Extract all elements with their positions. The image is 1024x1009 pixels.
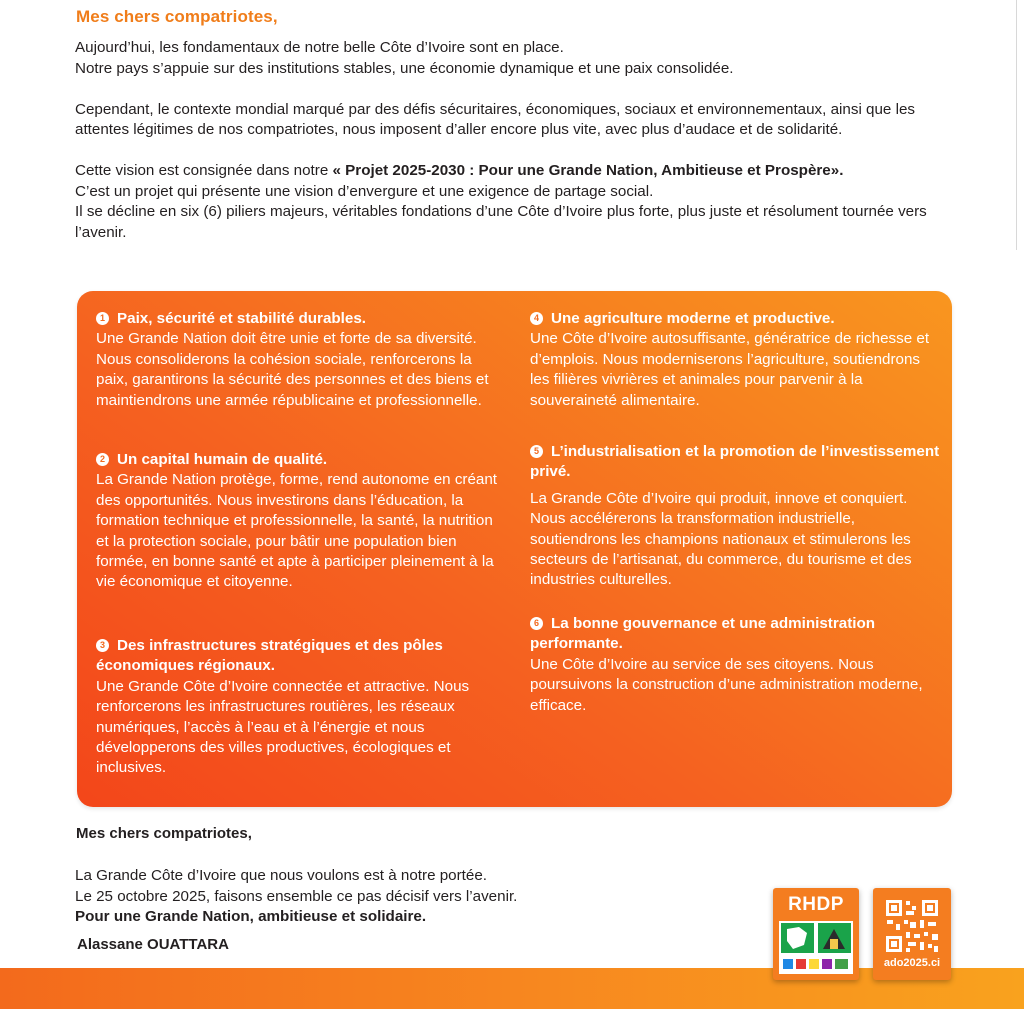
signature: Alassane OUATTARA <box>77 936 229 953</box>
pillar-title: Des infrastructures stratégiques et des pôles économiques régionaux. <box>96 637 443 675</box>
pillar-body: Une Côte d’Ivoire autosuffisante, génératrice de richesse et d’emplois. Nous moderniserons l’agriculture, soutiendrons les filières vivrières et animales pour parvenir à la souveraineté alimentaire. <box>530 330 930 409</box>
pillar-3 <box>96 636 506 779</box>
closing-line: Le 25 octobre 2025, faisons ensemble ce pas décisif vers l’avenir. <box>75 887 518 905</box>
intro-line: Aujourd’hui, les fondamentaux de notre belle Côte d’Ivoire sont en place. <box>75 39 564 56</box>
pillar-title: Un capital humain de qualité. <box>117 451 328 468</box>
closing-salutation: Mes chers compatriotes, <box>76 825 252 842</box>
pillar-2 <box>96 450 506 593</box>
project-title: « Projet 2025-2030 : Pour une Grande Nation, Ambitieuse et Prospère». <box>332 162 844 179</box>
pillar-title: Paix, sécurité et stabilité durables. <box>117 310 367 327</box>
intro-line: Notre pays s’appuie sur des institutions stables, une économie dynamique et une paix consolidée. <box>75 59 734 77</box>
intro-line: C’est un projet qui présente une vision d’envergure et une exigence de partage social. <box>75 182 654 200</box>
rhdp-logo <box>773 888 859 980</box>
pillar-5 <box>530 442 940 591</box>
pillar-number-badge: 4 <box>530 312 543 325</box>
salutation-heading: Mes chers compatriotes, <box>76 7 278 26</box>
pillar-body: La Grande Nation protège, forme, rend autonome en créant des opportunités. Nous investirons dans l’éducation, la formation technique et professionnelle, la santé, la nutrition et la protection sociale, pour bâtir une population bien formée, en bonne santé et apte à participer pleinement à la vie économique et citoyenne. <box>96 471 498 591</box>
closing-slogan: Pour une Grande Nation, ambitieuse et solidaire. <box>75 908 427 925</box>
rhdp-label: RHDP <box>788 894 844 915</box>
divider <box>1016 0 1017 250</box>
ado2025-qr-badge <box>873 888 951 980</box>
intro-text <box>75 38 960 243</box>
pillar-1 <box>96 309 506 411</box>
pillar-number-badge: 5 <box>530 445 543 458</box>
pillar-body: Une Côte d’Ivoire au service de ses citoyens. Nous poursuivons la construction d’une administration moderne, efficace. <box>530 655 923 714</box>
qr-code-icon <box>884 898 940 954</box>
pillar-body: La Grande Côte d’Ivoire qui produit, innove et conquiert. Nous accélérerons la transformation industrielle, soutiendrons les champions nationaux et stimulerons les secteurs de l’artisanat, du commerce, du tourisme et des industries culturelles. <box>530 489 912 589</box>
intro-paragraph-1 <box>75 38 960 79</box>
intro-line: Cette vision est consignée dans notre <box>75 162 333 179</box>
intro-paragraph-3 <box>75 161 960 243</box>
party-emblem-icon <box>779 921 853 974</box>
intro-line: Il se décline en six (6) piliers majeurs, véritables fondations d’une Côte d’Ivoire plus forte, plus juste et résolument tournée vers l’avenir. <box>75 203 927 241</box>
closing-text <box>75 866 755 928</box>
bottom-color-band <box>0 968 1024 1009</box>
pillar-4 <box>530 309 940 411</box>
pillar-title: L’industrialisation et la promotion de l’investissement privé. <box>530 443 940 481</box>
pillar-body: Une Grande Nation doit être unie et forte de sa diversité. Nous consoliderons la cohésion sociale, renforcerons la paix, garantirons la sécurité des personnes et des biens et maintiendrons une armée républicaine et professionnelle. <box>96 330 489 409</box>
pillar-number-badge: 2 <box>96 453 109 466</box>
intro-paragraph-2: Cependant, le contexte mondial marqué par des défis sécuritaires, économiques, sociaux et environnementaux, ainsi que les attentes légitimes de nos compatriotes, nous imposent d’aller encore plus vite, avec plus d’audace et de solidarité. <box>75 100 916 138</box>
pillar-title: Une agriculture moderne et productive. <box>551 310 835 327</box>
pillars-panel <box>77 291 952 807</box>
pillar-title: La bonne gouvernance et une administration performante. <box>530 615 876 653</box>
closing-line: La Grande Côte d’Ivoire que nous voulons est à notre portée. <box>75 867 488 884</box>
pillar-body: Une Grande Côte d’Ivoire connectée et attractive. Nous renforcerons les infrastructures routières, les réseaux numériques, l’accès à l’eau et à l’énergie et nous développerons des villes productives, écologiques et inclusives. <box>96 677 470 777</box>
ado2025-url: ado2025.ci <box>883 957 941 969</box>
pillar-number-badge: 3 <box>96 639 109 652</box>
pillar-number-badge: 1 <box>96 312 109 325</box>
pillar-6 <box>530 614 940 716</box>
pillar-number-badge: 6 <box>530 617 543 630</box>
